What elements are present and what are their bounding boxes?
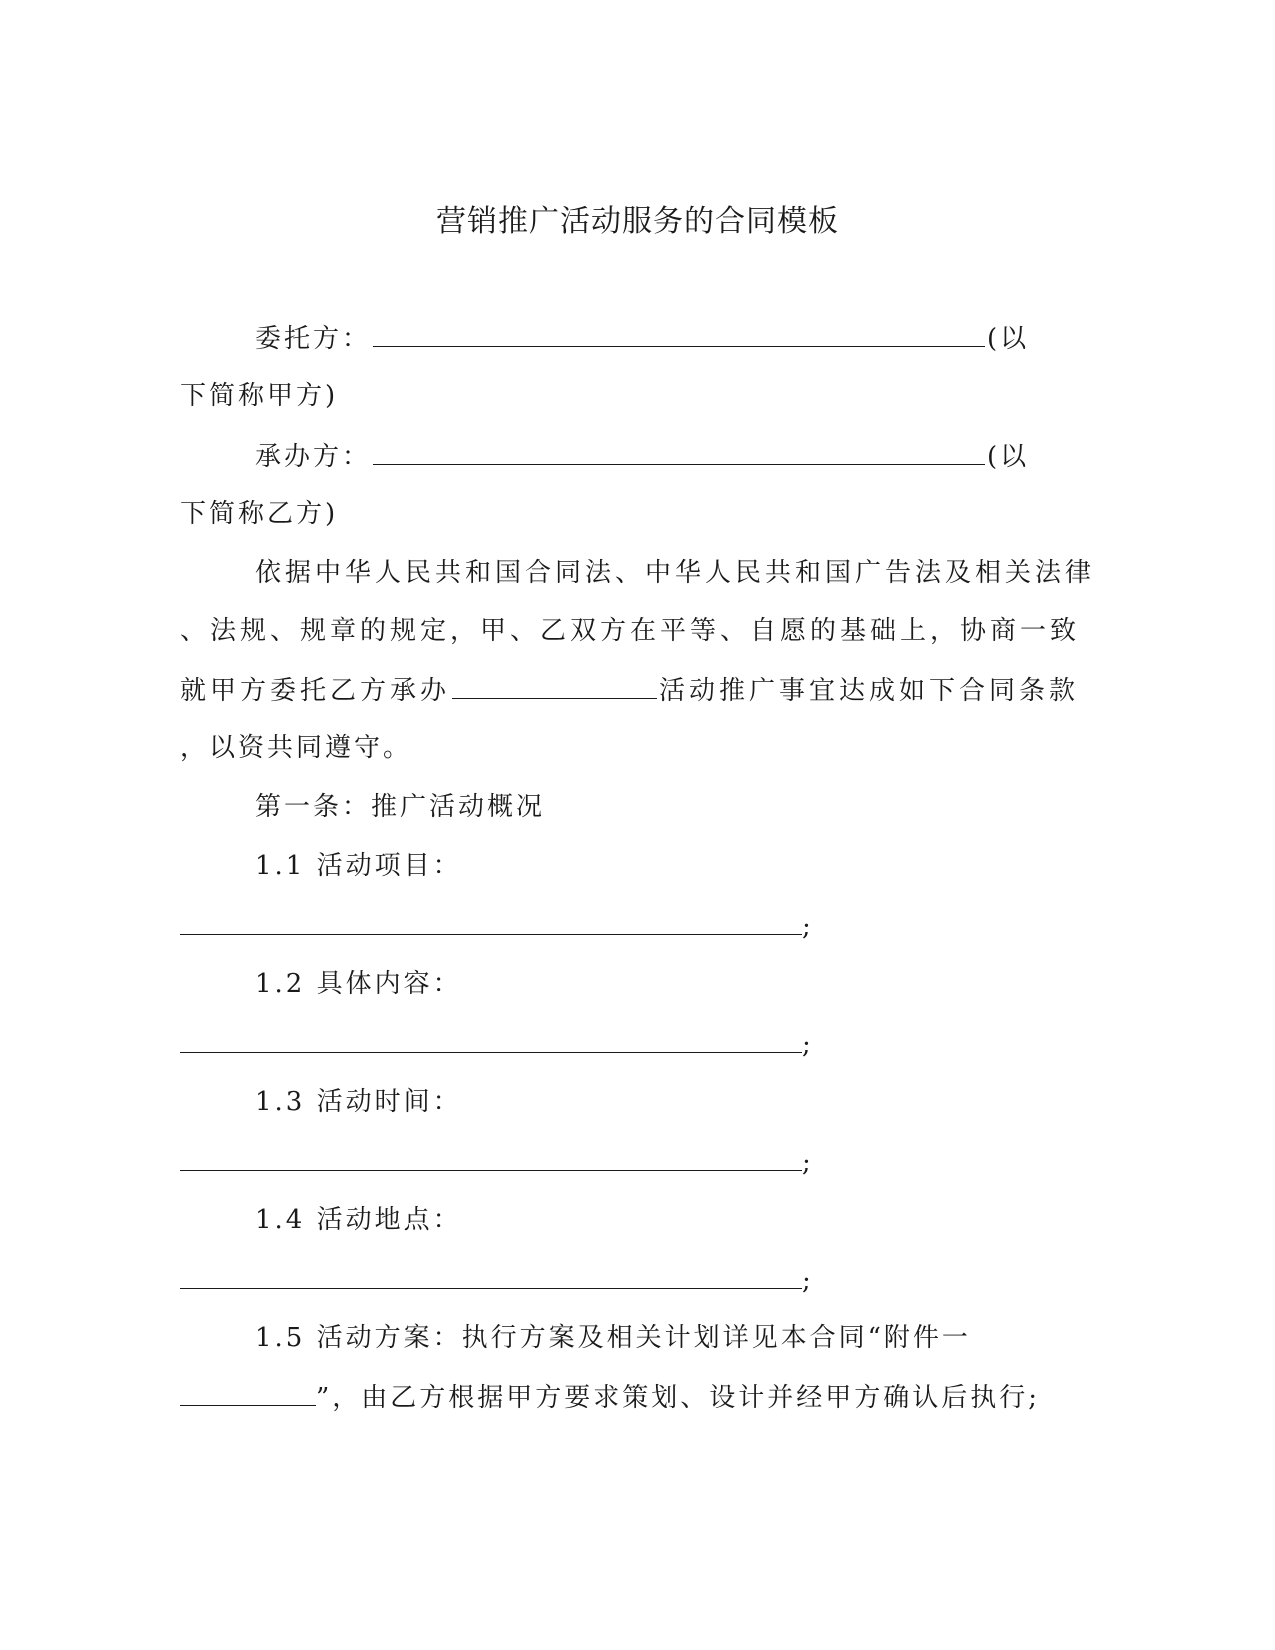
party-a-line	[255, 318, 1135, 359]
intro-line-3	[180, 670, 1080, 711]
intro-line-3-a: 就甲方委托乙方承办	[180, 676, 451, 706]
item-1-2-field	[180, 1024, 811, 1065]
item-1-2-semicolon: ;	[802, 1030, 811, 1060]
item-1-4-label: 1.4 活动地点：	[255, 1205, 462, 1235]
item-1-5-line-2-text: ”，由乙方根据甲方要求策划、设计并经甲方确认后执行;	[316, 1383, 1041, 1413]
item-1-1-field	[180, 906, 811, 947]
activity-name-blank[interactable]	[452, 670, 657, 699]
party-b-note: 下简称乙方)	[180, 499, 339, 529]
item-1-3-blank[interactable]	[180, 1142, 802, 1171]
intro-line-1: 依据中华人民共和国合同法、中华人民共和国广告法及相关法律	[255, 558, 1096, 588]
party-b-line	[255, 436, 1135, 477]
item-1-2-label: 1.2 具体内容：	[255, 969, 462, 999]
party-b-suffix: (以	[987, 442, 1030, 472]
item-1-3-label: 1.3 活动时间：	[255, 1087, 462, 1117]
party-a-label: 委托方：	[255, 324, 372, 354]
party-a-suffix: (以	[987, 324, 1030, 354]
item-1-4-semicolon: ;	[802, 1266, 811, 1296]
intro-line-4: ，以资共同遵守。	[180, 733, 413, 763]
party-a-note: 下简称甲方)	[180, 381, 339, 411]
item-1-4-field	[180, 1260, 811, 1301]
item-1-1-blank[interactable]	[180, 906, 802, 935]
article-1-heading: 第一条：推广活动概况	[255, 792, 546, 822]
party-b-label: 承办方：	[255, 442, 372, 472]
item-1-4-blank[interactable]	[180, 1260, 802, 1289]
item-1-3-semicolon: ;	[802, 1148, 811, 1178]
intro-line-2: 、法规、规章的规定，甲、乙双方在平等、自愿的基础上，协商一致	[180, 616, 1081, 646]
item-1-2-blank[interactable]	[180, 1024, 802, 1053]
party-a-blank[interactable]	[373, 318, 985, 347]
document-title: 营销推广活动服务的合同模板	[436, 204, 839, 239]
attachment-blank[interactable]	[180, 1377, 316, 1406]
item-1-1-label: 1.1 活动项目：	[255, 851, 462, 881]
intro-line-3-b: 活动推广事宜达成如下合同条款	[659, 676, 1080, 706]
item-1-5-line-1: 1.5 活动方案：执行方案及相关计划详见本合同“附件一	[255, 1323, 971, 1353]
party-b-blank[interactable]	[373, 436, 985, 465]
item-1-3-field	[180, 1142, 811, 1183]
item-1-1-semicolon: ;	[802, 912, 811, 942]
item-1-5-line-2	[180, 1377, 1060, 1418]
